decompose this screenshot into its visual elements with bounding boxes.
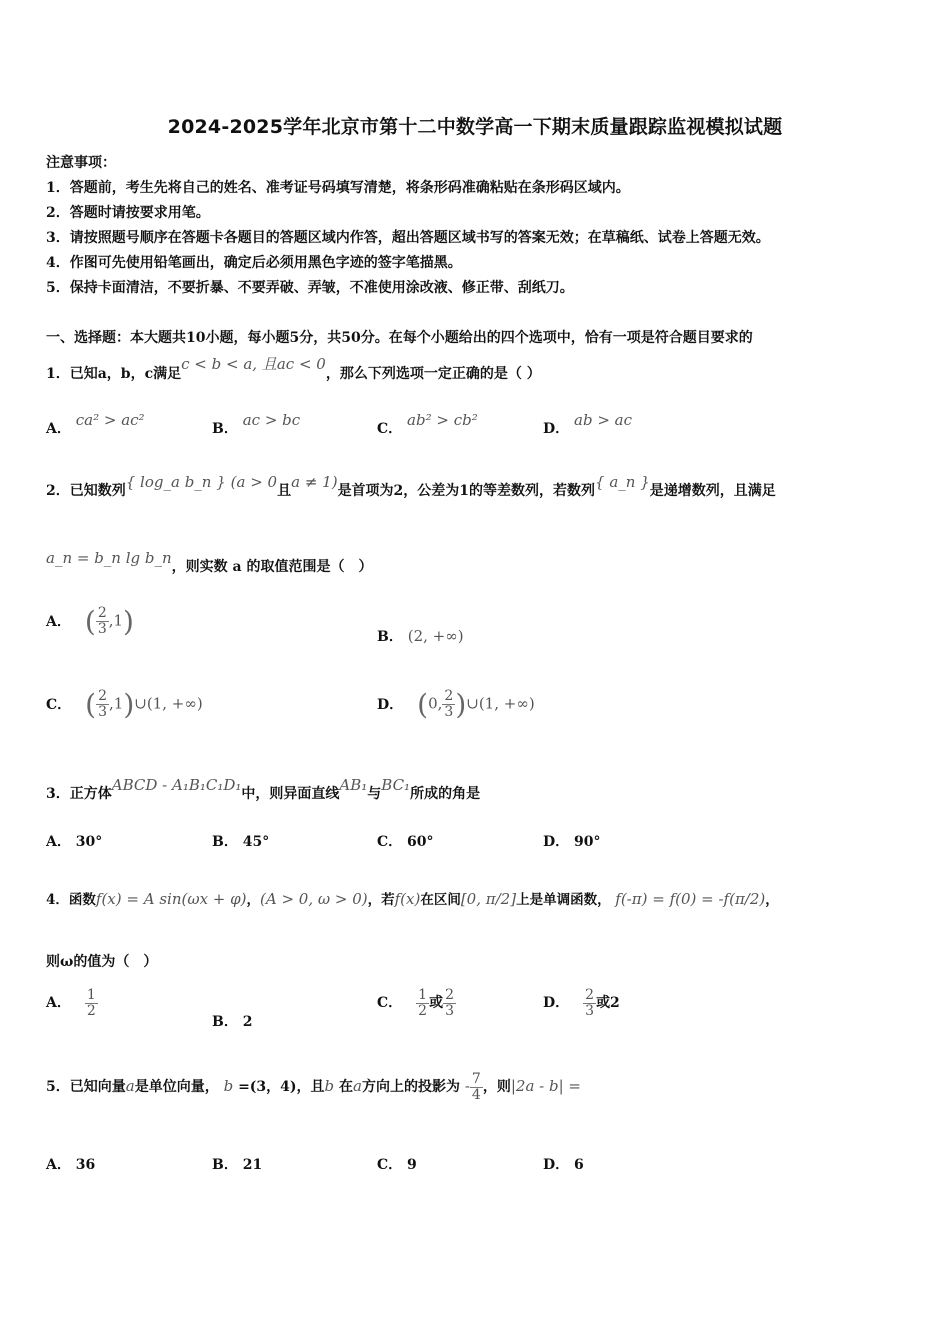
denominator: 3 [585,1002,595,1019]
q5-expression: |2a - b| = [510,1077,581,1096]
q5-neg: - [464,1077,470,1096]
q4-interval: [0, π/2] [460,890,517,908]
numerator: 7 [471,1071,481,1087]
option-label: D． [543,834,570,850]
page-title: 2024-2025学年北京市第十二中数学高一下期末质量跟踪监视模拟试题 [167,116,783,138]
q3-option-b[interactable] [212,831,269,851]
option-label: A． [46,613,71,630]
q4-mid2: 在区间 [420,892,461,908]
q3-option-a[interactable] [46,831,102,851]
q2-condition: (a > 0 [230,473,278,491]
fraction [416,988,429,1018]
q4-pre: 4．函数 [46,892,96,908]
q5-pre: 5．已知向量 [46,1079,126,1096]
q5-mid3: 在 [339,1079,354,1096]
numerator: 2 [97,605,107,622]
q4-sep: ， [246,892,260,908]
q3-line2: BC₁ [381,776,411,794]
numerator: 1 [86,987,96,1003]
question-4-line2: 则ω的值为（ ） [46,954,158,970]
option-label: D． [543,995,570,1012]
q1-pre: 1．已知a，b，c满足 [46,366,182,382]
denominator: 2 [86,1002,96,1019]
or-word: 或 [429,995,444,1012]
option-union: ∪(1, +∞) [134,694,203,713]
option-union: ∪(1, +∞) [466,694,535,713]
right-paren: ) [455,688,467,721]
q3-cube: ABCD - A₁B₁C₁D₁ [111,776,242,794]
option-tail: ,1 [109,694,124,713]
q3-mid2: 与 [367,786,382,802]
option-value: 2 [242,1014,253,1030]
q2-mid2: 是首项为2，公差为1的等差数列，若数列 [337,483,596,499]
q4-option-c[interactable] [377,988,456,1018]
q5-vector-b: b [223,1077,234,1096]
q3-pre: 3．正方体 [46,786,112,802]
option-label: D． [543,1157,570,1173]
fraction [470,1072,483,1102]
numerator: 1 [418,987,428,1003]
fraction [583,988,596,1018]
denominator: 2 [418,1002,428,1019]
q1-option-d[interactable] [543,411,633,438]
option-value: 6 [574,1157,584,1173]
option-label: C． [377,421,403,437]
right-paren: ) [123,688,135,721]
q2-pre: 2．已知数列 [46,483,126,499]
option-value: 45° [242,834,270,850]
option-value: 60° [407,834,434,850]
q2-post: 是递增数列，且满足 [649,483,776,499]
q2-option-b[interactable] [377,626,464,646]
option-value: ac > bc [242,411,301,429]
fraction [85,988,98,1018]
q1-option-c[interactable] [377,411,478,438]
section-heading: 一、选择题：本大题共10小题，每小题5分，共50分。在每个小题给出的四个选项中，恰有一项是符合题目要求的 [46,330,753,346]
option-label: C． [377,1157,403,1173]
option-label: B． [212,1014,238,1030]
option-label: B． [212,1157,238,1173]
q2-mid1: 且 [277,483,292,499]
option-value: 90° [574,834,601,850]
q5-mid1: 是单位向量， [134,1079,219,1096]
left-paren: ( [85,688,97,721]
q5-option-c[interactable] [377,1154,417,1174]
q5-option-b[interactable] [212,1154,262,1174]
notice-heading: 注意事项： [46,155,116,171]
option-value: (2, +∞) [407,627,464,645]
q3-post: 所成的角是 [410,786,481,802]
notice-item-2: 2．答题时请按要求用笔。 [46,205,210,221]
notice-item-5: 5．保持卡面清洁，不要折暴、不要弄破、弄皱，不准使用涂改液、修正带、刮纸刀。 [46,280,574,296]
option-label: A． [46,421,71,437]
option-head: 0, [428,694,443,713]
left-paren: ( [84,605,96,638]
numerator: 2 [444,688,454,705]
question-2-line2 [46,549,373,576]
denominator: 3 [444,704,454,720]
denominator: 3 [445,1002,454,1019]
q5-vector-b2: b [324,1077,335,1096]
q4-mid3: 上是单调函数， [516,892,611,908]
option-tail: ,1 [108,611,124,630]
q1-option-a[interactable] [46,411,145,438]
q2-option-c[interactable] [46,688,203,721]
option-label: C． [377,995,403,1012]
q4-mid: ，若 [367,892,395,908]
option-label: A． [46,995,71,1012]
q5-mid2: =(3，4)，且 [238,1079,325,1096]
denominator: 4 [471,1086,481,1103]
option-label: A． [46,834,71,850]
question-5 [46,1072,581,1102]
fraction [442,689,455,719]
right-paren: ) [123,605,134,638]
q5-mid4: 方向上的投影为 [361,1079,460,1096]
q4-option-a[interactable] [46,988,98,1018]
option-label: B． [212,421,238,437]
q2-sequence2: { a_n } [595,473,650,491]
option-label: C． [46,696,72,713]
option-value: ca² > ac² [75,411,145,429]
denominator: 3 [98,704,108,720]
fraction [96,606,109,636]
option-label: A． [46,1157,71,1173]
option-label: D． [377,696,404,713]
q2-sequence: { log_a b_n } [125,473,226,491]
q5-option-a[interactable] [46,1154,95,1174]
left-paren: ( [417,688,429,721]
option-label: C． [377,834,403,850]
q2-condition2: a ≠ 1) [291,473,338,491]
q1-post: ，那么下列选项一定正确的是（ ） [325,366,541,382]
q4-end: ， [765,892,779,908]
question-1 [46,355,541,383]
notice-item-4: 4．作图可先使用铅笔画出，确定后必须用黑色字迹的签字笔描黑。 [46,255,462,271]
q5-option-d[interactable] [543,1154,584,1174]
notice-item-3: 3．请按照题号顺序在答题卡各题目的答题区域内作答，超出答题区域书写的答案无效；在草稿纸、试卷上答题无效。 [46,230,770,246]
q3-option-c[interactable] [377,831,434,851]
q2-option-a[interactable] [46,605,134,638]
notice-item-1: 1．答题前，考生先将自己的姓名、准考证号码填写清楚，将条形码准确粘贴在条形码区域内。 [46,180,630,196]
q4-option-b[interactable] [212,1011,252,1031]
q5-vector-a2: a [353,1077,362,1096]
q2-formula: a_n = b_n lg b_n [46,549,172,567]
question-3 [46,776,481,803]
denominator: 3 [97,621,107,637]
q4-option-d[interactable] [543,988,620,1018]
option-label: D． [543,421,570,437]
option-value: 30° [75,834,103,850]
option-value: 9 [407,1157,417,1173]
q2-line2-post: ，则实数 a 的取值范围是（ ） [171,559,373,575]
or-word: 或2 [596,995,620,1012]
q1-condition: c < b < a, 且ac < 0 [181,355,326,373]
q1-option-b[interactable] [212,411,301,438]
numerator: 2 [585,987,595,1003]
q5-mid5: ，则 [482,1079,511,1096]
q4-fx: f(x) [394,890,421,908]
q3-mid: 中，则异面直线 [241,786,340,802]
q4-condition: (A > 0, ω > 0) [260,890,368,908]
option-value: ab² > cb² [407,411,478,429]
fraction [96,689,109,719]
numerator: 2 [445,987,454,1003]
q4-function: f(x) = A sin(ωx + φ) [95,890,247,908]
option-value: 21 [242,1157,263,1173]
q4-relation: f(-π) = f(0) = -f(π/2) [615,890,766,908]
question-2 [46,473,776,500]
numerator: 2 [98,688,108,705]
fraction [443,988,456,1018]
q3-line1: AB₁ [339,776,368,794]
q5-vector-a: a [125,1077,135,1096]
option-label: B． [212,834,238,850]
option-value: ab > ac [574,411,633,429]
option-value: 36 [75,1157,96,1173]
q2-option-d[interactable] [377,688,535,721]
question-4 [46,888,779,908]
q3-option-d[interactable] [543,831,601,851]
option-label: B． [377,629,403,645]
